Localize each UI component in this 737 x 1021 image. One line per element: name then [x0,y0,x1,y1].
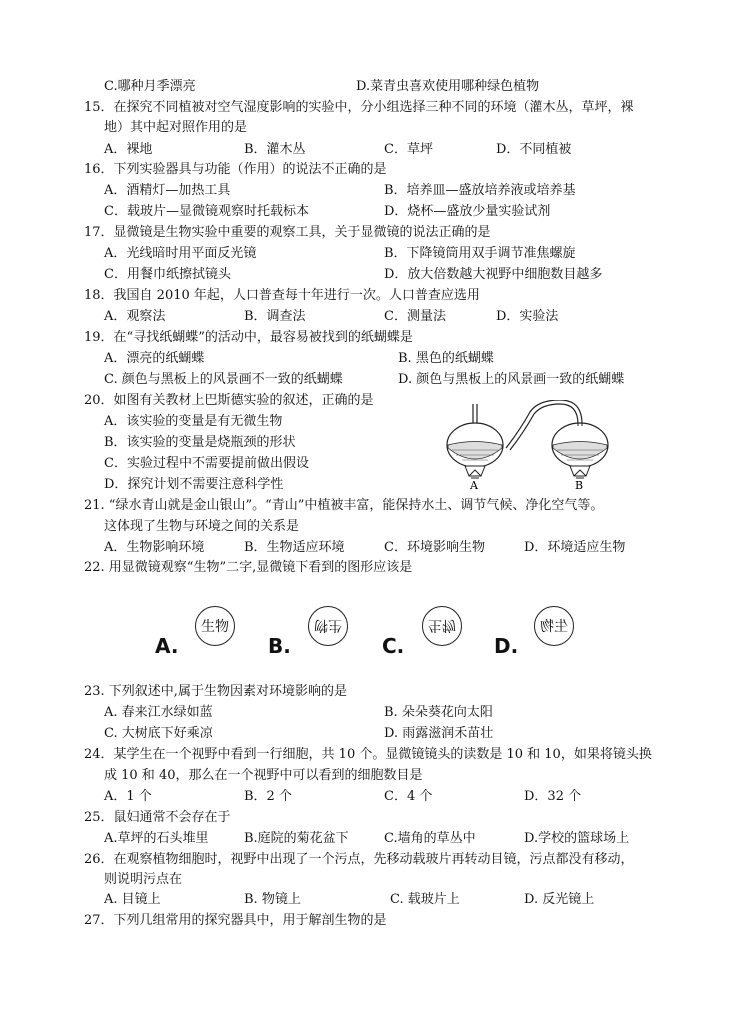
q22-option-label: A. [155,634,179,658]
text-line-q25o3: C.墙角的草丛中 [384,831,476,846]
text-line-q26o1: A. 目镜上 [104,892,161,907]
text-line-q23o3: C. 大树底下好乘凉 [104,726,213,741]
text-line-q16o4: D．烧杯—盛放少量实验试剂 [384,204,551,219]
text-line-q23: 23. 下列叙述中,属于生物因素对环境影响的是 [84,684,347,699]
q22-option-text: 生物 [428,617,456,633]
text-line-q19o2: B. 黑色的纸蝴蝶 [398,351,494,366]
q22-option-circle [422,606,462,646]
text-line-q20o4: D．探究计划不需要注意科学性 [104,477,284,492]
text-line-q25o4: D.学校的篮球场上 [524,831,630,846]
text-line-q16o3: C．载玻片—显微镜观察时托载标本 [104,204,309,219]
text-line-q20o1: A．该实验的变量是有无微生物 [104,414,283,429]
text-line-q15o2: B．灌木丛 [244,142,306,157]
text-line-q24b: 成 10 和 40，那么在一个视野中可以看到的细胞数目是 [104,768,423,783]
text-line-q17o3: C．用餐巾纸擦拭镜头 [104,267,231,282]
text-line-q23o1: A. 春来江水绿如蓝 [104,705,213,720]
pasteur-experiment-figure [438,400,618,490]
q22-option-circle [534,606,574,646]
text-line-q19o1: A．漂亮的纸蝴蝶 [104,351,205,366]
text-line-q15b: 地）其中起对照作用的是 [104,120,248,135]
text-line-q15o1: A．裸地 [104,142,153,157]
text-line-q26o2: B. 物镜上 [244,892,301,907]
text-line-q18: 18．我国自 2010 年起，人口普查每十年进行一次。人口普查应选用 [84,288,480,303]
text-line-q25o2: B.庭院的菊花盆下 [244,831,349,846]
q22-option-circle [308,606,348,646]
text-line-q24o2: B．2 个 [244,789,292,804]
text-line-q20: 20．如图有关教材上巴斯德实验的叙述，正确的是 [84,393,374,408]
text-line-q18o1: A．观察法 [104,309,166,324]
q22-option-label: D. [494,634,519,658]
text-line-q22: 22. 用显微镜观察“生物”二字,显微镜下看到的图形应该是 [84,560,413,575]
text-line-q16: 16．下列实验器具与功能（作用）的说法不正确的是 [84,162,387,177]
text-line-l1: C.哪种月季漂亮 [104,79,196,94]
text-line-q24o3: C．4 个 [384,789,433,804]
q22-option-circle [195,606,235,646]
text-line-q16o1: A．酒精灯—加热工具 [104,183,231,198]
text-line-q18o4: D．实验法 [496,309,559,324]
text-line-q16o2: B．培养皿—盛放培养液或培养基 [384,183,576,198]
text-line-q25: 25．鼠妇通常不会存在于 [84,810,231,825]
q22-option-text: 生物 [201,619,229,635]
q22-option-text: 生物 [314,617,342,633]
text-line-q23o4: D. 雨露滋润禾苗壮 [384,726,494,741]
text-line-q15o4: D．不同植被 [496,142,572,157]
text-line-q19o4: D. 颜色与黑板上的风景画一致的纸蝴蝶 [398,372,625,387]
text-line-q18o3: C．测量法 [384,309,446,324]
text-line-l2: D.菜青虫喜欢使用哪种绿色植物 [356,79,540,94]
text-line-q25o1: A.草坪的石头堆里 [104,831,209,846]
text-line-q24o4: D．32 个 [524,789,582,804]
text-line-q15o3: C．草坪 [384,142,433,157]
text-line-q18o2: B．调查法 [244,309,306,324]
text-line-q21a: 21. “绿水青山就是金山银山”。“青山”中植被丰富，能保持水土、调节气候、净化空气等。 [84,498,604,513]
text-line-q26b: 则说明污点在 [104,872,183,887]
q22-option-label: B. [268,634,291,658]
text-line-q21o2: B．生物适应环境 [244,540,345,555]
text-line-q19o3: C. 颜色与黑板上的风景画不一致的纸蝴蝶 [104,372,343,387]
text-line-q20o3: C．实验过程中不需要提前做出假设 [104,456,309,471]
text-line-q17o2: B．下降镜筒用双手调节准焦螺旋 [384,246,576,261]
text-line-q26o4: D. 反光镜上 [524,892,595,907]
text-line-q21o1: A．生物影响环境 [104,540,205,555]
text-line-q23o2: B. 朵朵葵花向太阳 [384,705,493,720]
text-line-q24a: 24．某学生在一个视野中看到一行细胞，共 10 个。显微镜镜头的读数是 10 和 10，如果将镜头换 [84,747,652,762]
text-line-q26o3: C. 载玻片上 [390,892,460,907]
q22-option-label: C. [382,634,405,658]
text-line-q21o3: C．环境影响生物 [384,540,485,555]
text-line-q21b: 这体现了生物与环境之间的关系是 [104,519,300,534]
text-line-q27: 27．下列几组常用的探究器具中，用于解剖生物的是 [84,913,387,928]
q22-option-text: 生物 [540,619,568,635]
text-line-q19: 19．在“寻找纸蝴蝶”的活动中，最容易被找到的纸蝴蝶是 [84,330,413,345]
text-line-q17: 17．显微镜是生物实验中重要的观察工具，关于显微镜的说法正确的是 [84,225,491,240]
flask-b-label: B [575,479,584,490]
text-line-q24o1: A．1 个 [104,789,152,804]
text-line-q26a: 26．在观察植物细胞时，视野中出现了一个污点，先移动载玻片再转动目镜，污点都没有移动， [84,852,634,867]
flask-b [506,400,608,478]
text-line-q15a: 15．在探究不同植被对空气湿度影响的实验中，分小组选择三种不同的环境（灌木丛，草坪，裸 [84,100,634,115]
text-line-q20o2: B．该实验的变量是烧瓶颈的形状 [104,435,296,450]
flask-a-label: A [470,479,478,490]
text-line-q17o1: A．光线暗时用平面反光镜 [104,246,257,261]
text-line-q17o4: D．放大倍数越大视野中细胞数目越多 [384,267,603,282]
flask-a [447,404,503,478]
text-line-q21o4: D．环境适应生物 [524,540,626,555]
